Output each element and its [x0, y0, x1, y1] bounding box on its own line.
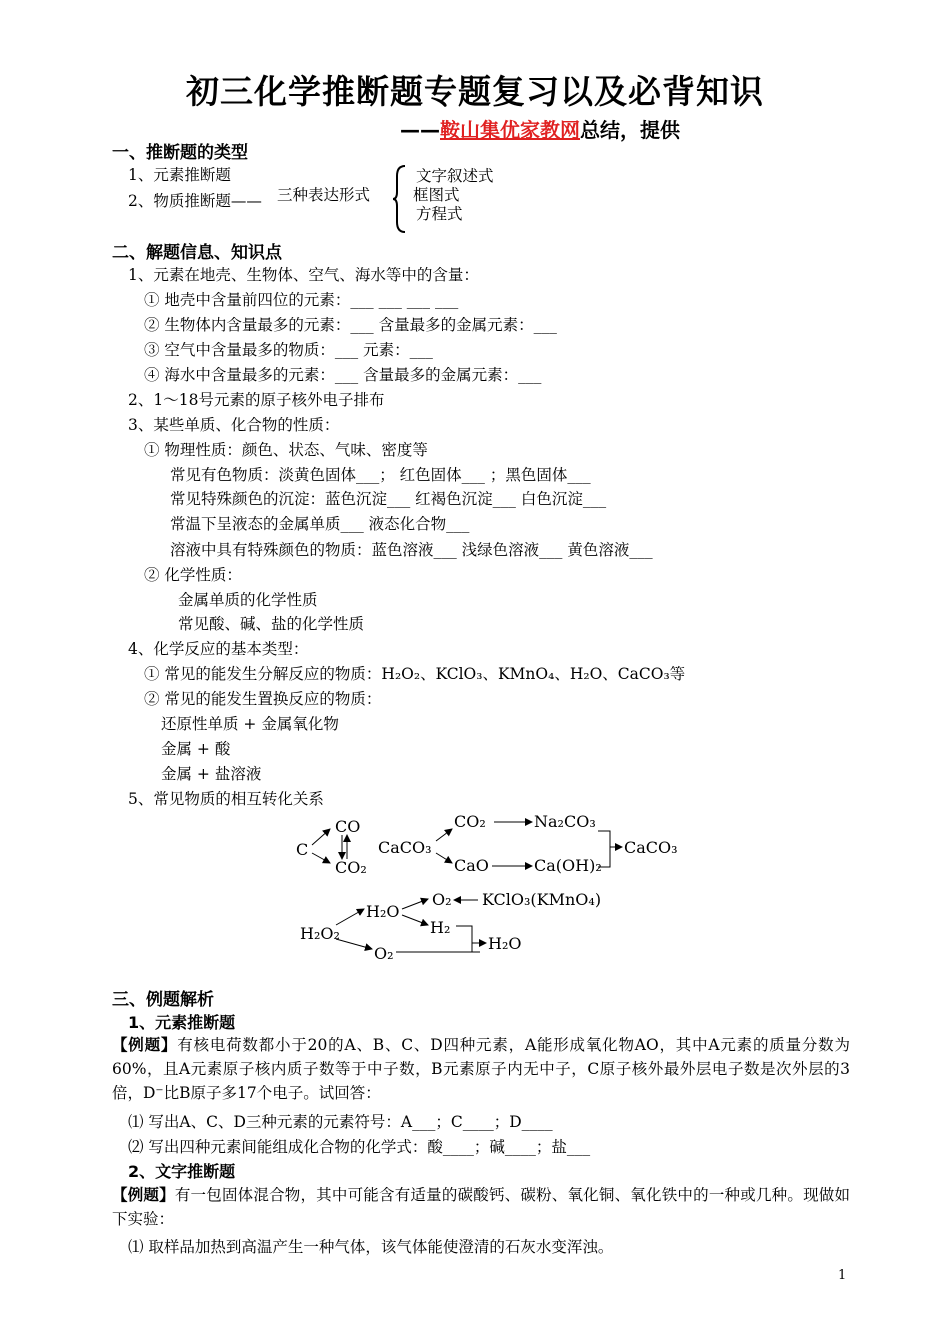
chem-h2o: H₂O [488, 934, 522, 953]
s2-line: 4、化学反应的基本类型： [128, 640, 309, 658]
s2-line: 5、常见物质的相互转化关系 [128, 790, 324, 808]
brand-link[interactable]: 鞍山集优家教网 [440, 118, 580, 142]
page-title: 初三化学推断题专题复习以及必背知识 [186, 72, 764, 111]
chem-cao: CaO [454, 856, 489, 875]
conversion-diagram [280, 805, 700, 975]
s2-line: 金属 + 酸 [161, 740, 231, 758]
section-3-heading: 三、例题解析 [112, 990, 214, 1010]
example-2-paragraph [112, 1183, 850, 1231]
section-2-heading: 二、解题信息、知识点 [112, 243, 282, 263]
subtitle-dash: —— [400, 118, 440, 142]
s1-item-2: 2、物质推断题—— [128, 192, 262, 210]
example-1-paragraph [112, 1033, 850, 1105]
chem-o2: O₂ [432, 890, 452, 909]
s2-line: 常温下呈液态的金属单质___ 液态化合物___ [170, 515, 470, 533]
example-tag: 【例题】 [112, 1185, 175, 1204]
subtitle-rest: 总结，提供 [580, 118, 680, 142]
curly-brace [392, 164, 408, 234]
s1-item-1: 1、元素推断题 [128, 166, 231, 184]
s2-line: 溶液中具有特殊颜色的物质：蓝色溶液___ 浅绿色溶液___ 黄色溶液___ [170, 541, 653, 559]
chem-h2o: H₂O [366, 902, 400, 921]
chem-h2o2: H₂O₂ [300, 924, 340, 943]
s2-line: ③ 空气中含量最多的物质：___ 元素：___ [144, 341, 433, 359]
chem-caoh2: Ca(OH)₂ [534, 856, 602, 875]
s2-line: 常见特殊颜色的沉淀：蓝色沉淀___ 红褐色沉淀___ 白色沉淀___ [170, 490, 607, 508]
s2-line: ② 生物体内含量最多的元素：___ 含量最多的金属元素：___ [144, 316, 557, 334]
s1-expression-label: 三种表达形式 [277, 186, 371, 204]
s2-line: ② 常见的能发生置换反应的物质： [144, 690, 382, 708]
chem-kclo3: KClO₃(KMnO₄) [482, 890, 602, 909]
chem-h2: H₂ [430, 918, 451, 937]
example-1-text: 有核电荷数都小于20的A、B、C、D四种元素，A能形成氧化物AO，其中A元素的质量分数为60%，且A元素原子核内质子数等于中子数，B元素原子内无中子，C原子核外最外层电子数是次外层的3倍，D⁻比B原子多17个电子。试回答： [112, 1036, 850, 1102]
s3-sub-1: 1、元素推断题 [128, 1013, 236, 1032]
chem-caco3: CaCO₃ [624, 838, 678, 857]
s2-line: 金属单质的化学性质 [178, 591, 318, 609]
s2-line: 还原性单质 + 金属氧化物 [161, 715, 339, 733]
form-equation: 方程式 [416, 205, 463, 223]
example-2-text: 有一包固体混合物，其中可能含有适量的碳酸钙、碳粉、氧化铜、氧化铁中的一种或几种。现做如下实验： [112, 1186, 850, 1228]
s2-line: 常见有色物质：淡黄色固体___； 红色固体___ ；黑色固体___ [170, 466, 591, 484]
question-1: ⑴ 写出A、C、D三种元素的元素符号：A___；C____；D____ [128, 1113, 553, 1131]
chem-co2: CO₂ [454, 812, 486, 831]
page-number: 1 [838, 1268, 847, 1283]
chem-o2: O₂ [374, 944, 394, 963]
s3-sub-2: 2、文字推断题 [128, 1162, 236, 1181]
subtitle [400, 114, 680, 143]
s2-line: 3、某些单质、化合物的性质： [128, 416, 340, 434]
s2-line: ② 化学性质： [144, 566, 242, 584]
example-tag: 【例题】 [112, 1035, 178, 1054]
form-chart: 框图式 [413, 186, 460, 204]
s2-line: ④ 海水中含量最多的元素：___ 含量最多的金属元素：___ [144, 366, 542, 384]
s2-line: 2、1～18号元素的原子核外电子排布 [128, 391, 385, 409]
s2-line: ① 常见的能发生分解反应的物质：H₂O₂、KClO₃、KMnO₄、H₂O、CaCO₃等 [144, 665, 686, 683]
s2-line: 常见酸、碱、盐的化学性质 [178, 615, 365, 633]
s2-line: ① 地壳中含量前四位的元素：___ ___ ___ ___ [144, 291, 459, 309]
chem-co: CO [335, 817, 361, 836]
s2-line: 1、元素在地壳、生物体、空气、海水等中的含量： [128, 266, 479, 284]
form-text: 文字叙述式 [416, 167, 494, 185]
section-1-heading: 一、推断题的类型 [112, 143, 248, 163]
question-3: ⑴ 取样品加热到高温产生一种气体，该气体能使澄清的石灰水变浑浊。 [128, 1238, 614, 1256]
s2-line: ① 物理性质：颜色、状态、气味、密度等 [144, 441, 428, 459]
chem-co2: CO₂ [335, 858, 367, 877]
s2-line: 金属 + 盐溶液 [161, 765, 262, 783]
chem-caco3: CaCO₃ [378, 838, 432, 857]
chem-c: C [296, 840, 309, 859]
question-2: ⑵ 写出四种元素间能组成化合物的化学式：酸____；碱____；盐___ [128, 1138, 591, 1156]
chem-na2co3: Na₂CO₃ [534, 812, 596, 831]
